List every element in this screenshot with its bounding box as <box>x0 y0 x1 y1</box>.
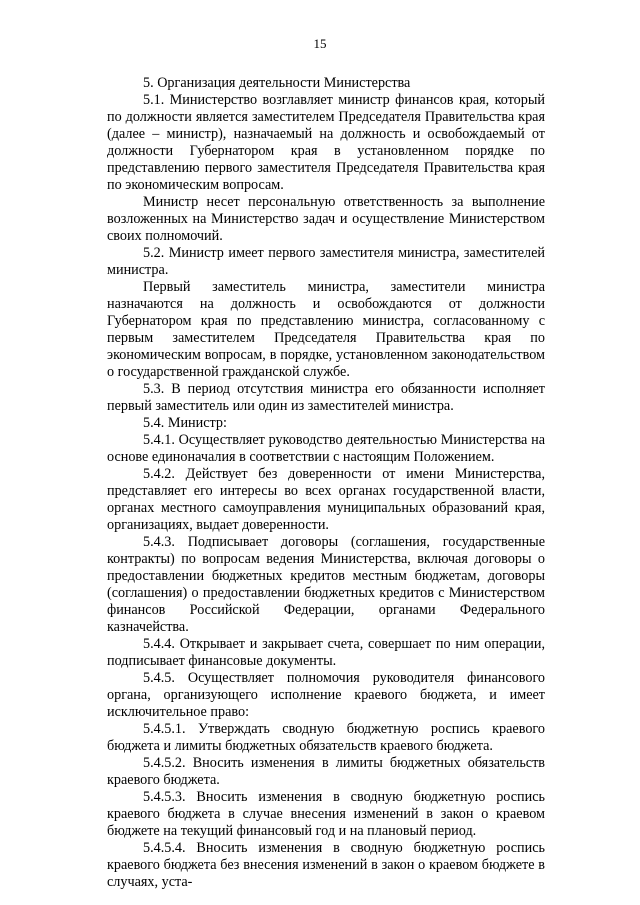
paragraph: 5.4.5.3. Вносить изменения в сводную бюджетную роспись краевого бюджета в случае внесения изменений в закон о краевом бюджете на текущий финансовый год и на плановый период. <box>107 789 545 839</box>
document-body <box>107 75 545 891</box>
page-number: 15 <box>313 36 327 51</box>
paragraph: 5.4.1. Осуществляет руководство деятельностью Министерства на основе единоначалия в соответствии с настоящим Положением. <box>107 432 545 465</box>
section-heading: 5. Организация деятельности Министерства <box>143 75 411 91</box>
paragraph: 5.4.3. Подписывает договоры (соглашения, государственные контракты) по вопросам ведения Министерства, включая договоры о предоставлении бюджетных кредитов местным бюджетам, договоры (соглашения) о предоставлении бюджетных кредитов с Министерством финансов Российской Федерации, органами Федерального казначейства. <box>107 534 545 635</box>
paragraph: 5.3. В период отсутствия министра его обязанности исполняет первый заместитель или один из заместителей министра. <box>107 381 545 414</box>
paragraph: 5.4.4. Открывает и закрывает счета, совершает по ним операции, подписывает финансовые документы. <box>107 636 545 669</box>
paragraph: 5.4.5.2. Вносить изменения в лимиты бюджетных обязательств краевого бюджета. <box>107 755 545 788</box>
paragraph: Министр несет персональную ответственность за выполнение возложенных на Министерство задач и осуществление Министерством своих полномочий. <box>107 194 545 244</box>
paragraph: 5.4.5.1. Утверждать сводную бюджетную роспись краевого бюджета и лимиты бюджетных обязательств краевого бюджета. <box>107 721 545 754</box>
paragraph: 5.4.2. Действует без доверенности от имени Министерства, представляет его интересы во всех органах государственной власти, органах местного самоуправления муниципальных образований края, организациях, выдает доверенности. <box>107 466 545 533</box>
paragraph: 5.1. Министерство возглавляет министр финансов края, который по должности является заместителем Председателя Правительства края (далее – министр), назначаемый на должность и освобождаемый от должности Губернатором края в установленном порядке по представлению первого заместителя Председателя Правительства края по экономическим вопросам. <box>107 92 545 193</box>
paragraph: Первый заместитель министра, заместители министра назначаются на должность и освобождаются от должности Губернатором края по представлению министра, согласованному с первым заместителем Председателя Правительства края по экономическим вопросам, в порядке, установленном законодательством о государственной гражданской службе. <box>107 279 545 380</box>
paragraph: 5.4.5. Осуществляет полномочия руководителя финансового органа, организующего исполнение краевого бюджета, и имеет исключительное право: <box>107 670 545 720</box>
paragraph: 5.4. Министр: <box>143 415 227 431</box>
paragraph: 5.2. Министр имеет первого заместителя министра, заместителей министра. <box>107 245 545 278</box>
paragraph: 5.4.5.4. Вносить изменения в сводную бюджетную роспись краевого бюджета без внесения изменений в закон о краевом бюджете в случаях, уста- <box>107 840 545 890</box>
